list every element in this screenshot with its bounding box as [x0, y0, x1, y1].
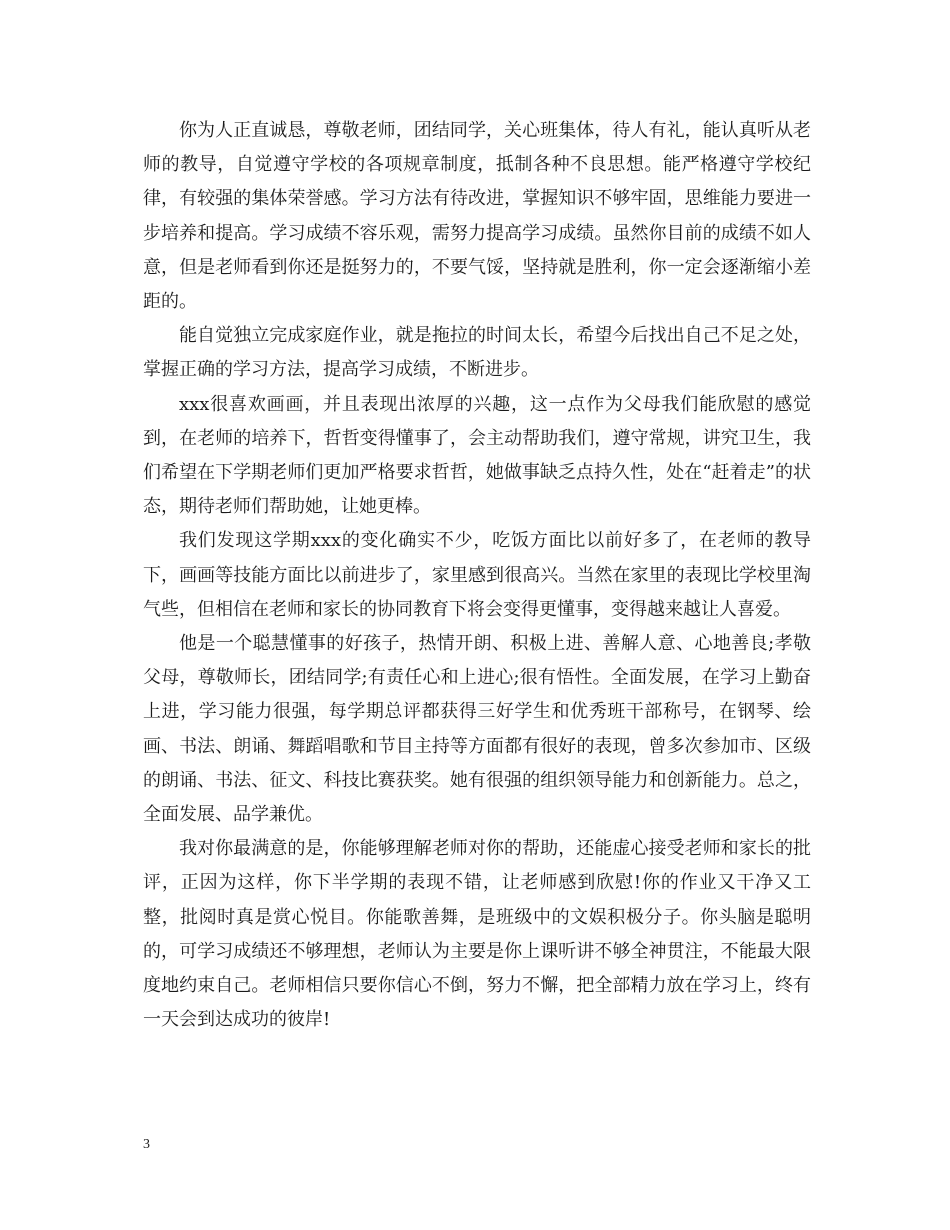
- paragraph-5: 他是一个聪慧懂事的好孩子，热情开朗、积极上进、善解人意、心地善良;孝敬父母，尊敬师长，团结同学;有责任心和上进心;很有悟性。全面发展，在学习上勤奋上进，学习能力很强，每学期总评都获得三好学生和优秀班干部称号，在钢琴、绘画、书法、朗诵、舞蹈唱歌和节目主持等方面都有很好的表现，曾多次参加市、区级的朗诵、书法、征文、科技比赛获奖。她有很强的组织领导能力和创新能力。总之，全面发展、品学兼优。: [143, 633, 811, 826]
- paragraph-6: 我对你最满意的是，你能够理解老师对你的帮助，还能虚心接受老师和家长的批评，正因为这样，你下半学期的表现不错，让老师感到欣慰!你的作业又干净又工整，批阅时真是赏心悦目。你能歌善舞，是班级中的文娱积极分子。你头脑是聪明的，可学习成绩还不够理想，老师认为主要是你上课听讲不够全神贯注，不能最大限度地约束自己。老师相信只要你信心不倒，努力不懈，把全部精力放在学习上，终有一天会到达成功的彼岸!: [143, 838, 811, 1031]
- paragraph-2: 能自觉独立完成家庭作业，就是拖拉的时间太长，希望今后找出自己不足之处，掌握正确的学习方法，提高学习成绩，不断进步。: [143, 325, 811, 381]
- paragraph-4: 我们发现这学期xxx的变化确实不少，吃饭方面比以前好多了，在老师的教导下，画画等技能方面比以前进步了，家里感到很高兴。当然在家里的表现比学校里淘气些，但相信在老师和家长的协同教育下将会变得更懂事，变得越来越让人喜爱。: [143, 530, 811, 620]
- page-number: 3: [143, 1137, 150, 1152]
- paragraph-3: xxx很喜欢画画，并且表现出浓厚的兴趣，这一点作为父母我们能欣慰的感觉到，在老师的培养下，哲哲变得懂事了，会主动帮助我们，遵守常规，讲究卫生，我们希望在下学期老师们更加严格要求哲哲，她做事缺乏点持久性，处在“赶着走”的状态，期待老师们帮助她，让她更棒。: [143, 393, 811, 518]
- document-body: [143, 114, 811, 1037]
- paragraph-1: 你为人正直诚恳，尊敬老师，团结同学，关心班集体，待人有礼，能认真听从老师的教导，自觉遵守学校的各项规章制度，抵制各种不良思想。能严格遵守学校纪律，有较强的集体荣誉感。学习方法有待改进，掌握知识不够牢固，思维能力要进一步培养和提高。学习成绩不容乐观，需努力提高学习成绩。虽然你目前的成绩不如人意，但是老师看到你还是挺努力的，不要气馁，坚持就是胜利，你一定会逐渐缩小差距的。: [143, 120, 811, 313]
